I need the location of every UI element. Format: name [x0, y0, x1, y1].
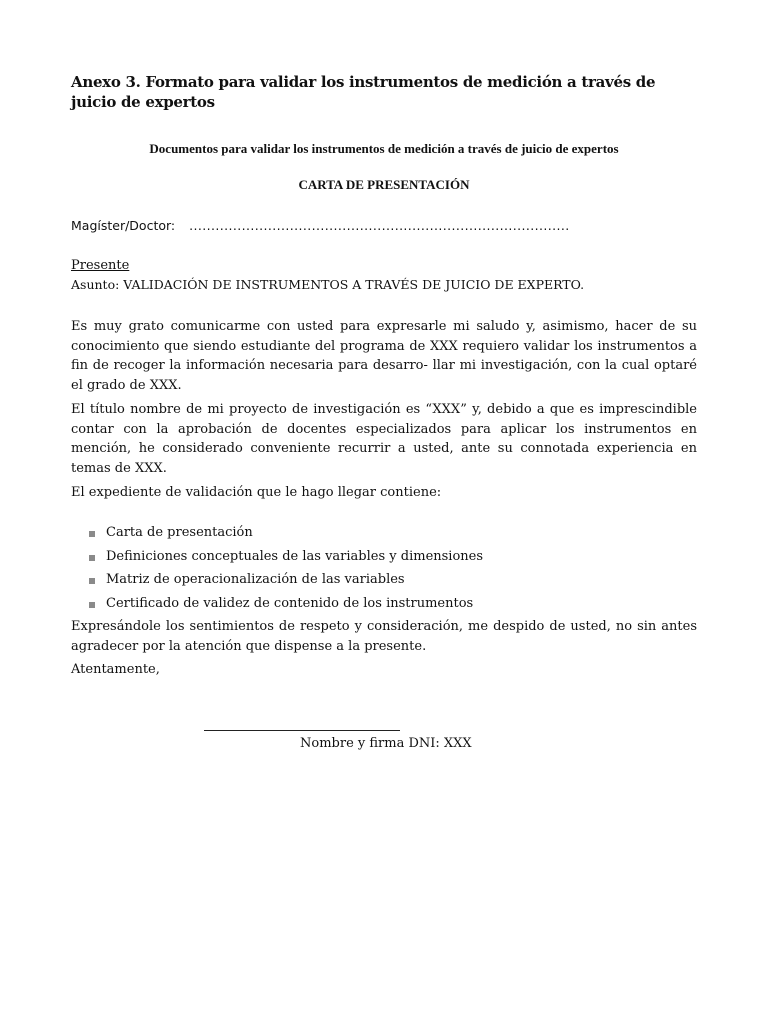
list-item-label: Definiciones conceptuales de las variables y dimensiones [106, 548, 484, 564]
list-item [71, 592, 697, 616]
subject-line: Asunto: VALIDACIÓN DE INSTRUMENTOS A TRAVÉS DE JUICIO DE EXPERTO. [71, 277, 585, 292]
letter-title: CARTA DE PRESENTACIÓN [298, 177, 470, 192]
paragraph-project: El título nombre de mi proyecto de investigación es “XXX” y, debido a que es imprescindible contar con la aprobación de docentes especializados para aplicar los instrumentos en mención, he considerado conveniente recurrir a usted, ante su connotada experiencia en temas de XXX. [71, 402, 697, 476]
signature-label: Nombre y firma DNI: XXX [300, 736, 472, 751]
salutation-label: Magíster/Doctor: [71, 218, 176, 233]
list-item-label: Matriz de operacionalización de las variables [106, 572, 405, 587]
contents-list [71, 521, 697, 615]
signature-line [204, 730, 400, 731]
square-bullet-icon [89, 555, 95, 561]
paragraph-contents: El expediente de validación que le hago llegar contiene: [71, 485, 442, 500]
list-item-label: Carta de presentación [106, 525, 253, 540]
document-title: Documentos para validar los instrumentos de medición a través de juicio de expertos [149, 141, 619, 156]
paragraph-closing: Expresándole los sentimientos de respeto y consideración, me despido de usted, no sin antes agradecer por la atención que dispense a la presente. [71, 619, 697, 654]
paragraph-intro: Es muy grato comunicarme con usted para expresarle mi saludo y, asimismo, hacer de su conocimiento que siendo estudiante del programa de XXX requiero validar los instrumentos a fin de recoger la información necesaria para desarro- llar mi investigación, con la cual optaré el grado de XXX. [71, 319, 697, 393]
list-item [71, 568, 697, 592]
list-item [71, 545, 697, 569]
square-bullet-icon [89, 602, 95, 608]
salutation-dots: ....................................................................................... [189, 218, 570, 233]
closing-word: Atentamente, [71, 662, 160, 677]
presente-label: Presente [71, 258, 130, 273]
annex-heading-prefix: Anexo 3. [71, 73, 146, 91]
square-bullet-icon [89, 578, 95, 584]
list-item [71, 521, 697, 545]
annex-heading-text: Formato para validar los instrumentos de medición a través de juicio de expertos [71, 73, 656, 111]
annex-heading [71, 72, 691, 112]
list-item-label: Certificado de validez de contenido de los instrumentos [106, 595, 474, 611]
square-bullet-icon [89, 531, 95, 537]
salutation-line [71, 217, 570, 235]
